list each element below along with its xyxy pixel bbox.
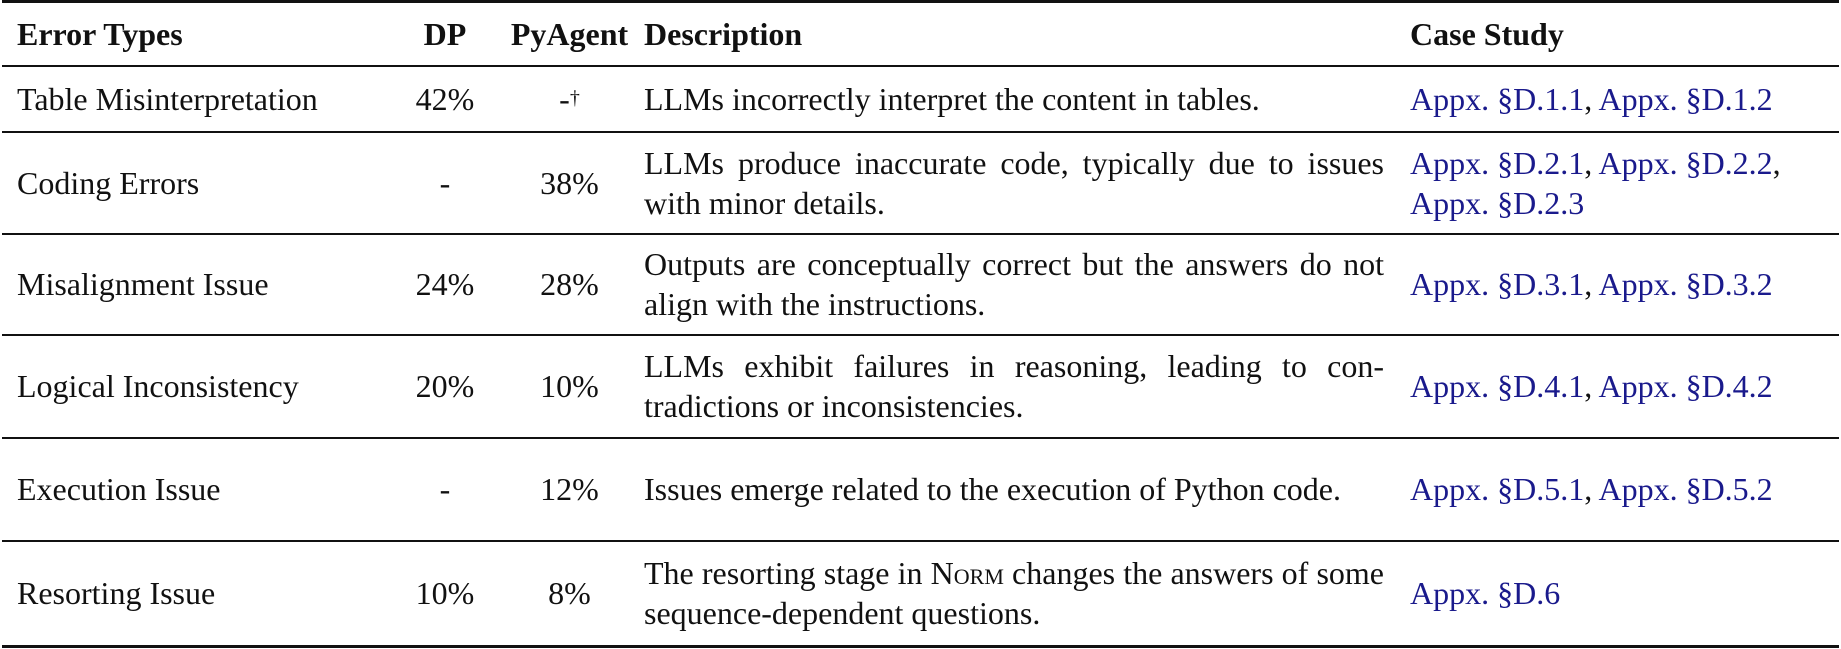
case-link[interactable]: Appx. §D.1.1 — [1410, 80, 1585, 117]
table-row — [2, 438, 1839, 541]
error-type-cell: Misalignment Issue — [17, 266, 269, 302]
error-type-cell: Logical Inconsistency — [17, 368, 299, 404]
case-study-cell — [1410, 541, 1839, 647]
case-link[interactable]: Appx. §D.4.1 — [1410, 368, 1585, 404]
pyagent-value: - — [559, 80, 570, 117]
case-separator: , — [1584, 266, 1599, 302]
table-row — [2, 66, 1839, 132]
description-text: LLMs exhibit failures in reasoning, leading to contradictions or inconsistencies. — [644, 348, 1384, 424]
error-analysis-table-wrapper — [2, 0, 1839, 648]
dp-cell: 20% — [415, 368, 475, 404]
dp-cell: 10% — [415, 575, 475, 612]
pyagent-cell: 38% — [540, 164, 599, 201]
case-link[interactable]: Appx. §D.1.2 — [1598, 80, 1773, 117]
case-separator: , — [1584, 144, 1599, 181]
description-text — [644, 553, 1384, 633]
description-text: Issues emerge related to the execution of Python code. — [644, 471, 1341, 507]
dp-cell: 42% — [415, 80, 475, 117]
header-row — [2, 2, 1839, 66]
description-part: changes the answers of some sequence-dependent questions. — [644, 555, 1385, 632]
case-link[interactable]: Appx. §D.5.1 — [1410, 471, 1585, 507]
dagger-footnote-mark: † — [569, 86, 580, 109]
header-description: Description — [644, 15, 803, 52]
case-link[interactable]: Appx. §D.2.2 — [1598, 144, 1773, 181]
case-link[interactable]: Appx. §D.5.2 — [1598, 471, 1773, 507]
case-separator: , — [1772, 144, 1781, 181]
description-cell — [642, 541, 1410, 647]
case-study-cell — [1410, 132, 1839, 234]
case-link[interactable]: Appx. §D.3.2 — [1598, 266, 1773, 302]
dp-cell: - — [439, 471, 451, 507]
norm-method-name: Norm — [930, 555, 1004, 592]
case-separator: , — [1584, 368, 1599, 404]
table-row — [2, 335, 1839, 438]
pyagent-cell: 12% — [540, 471, 599, 507]
description-cell — [642, 438, 1410, 541]
case-study-cell — [1410, 335, 1839, 438]
description-cell — [642, 234, 1410, 335]
pyagent-cell: 10% — [540, 368, 599, 404]
table-header — [2, 2, 1839, 66]
description-text: LLMs produce inaccurate code, typically due to issues with minor details. — [644, 144, 1384, 221]
description-cell — [642, 335, 1410, 438]
pyagent-cell: 8% — [548, 575, 591, 612]
description-text: LLMs incorrectly interpret the content in tables. — [644, 80, 1260, 117]
error-analysis-table — [2, 0, 1839, 648]
dp-cell: - — [439, 164, 451, 201]
description-cell — [642, 132, 1410, 234]
header-dp: DP — [423, 15, 467, 52]
pyagent-cell: 28% — [540, 266, 599, 302]
description-text: Outputs are conceptually correct but the answers do not align with the instructions. — [644, 246, 1384, 322]
case-study-cell — [1410, 66, 1839, 132]
header-error-types: Error Types — [17, 15, 183, 52]
case-study-cell — [1410, 438, 1839, 541]
error-type-cell: Table Misinterpretation — [17, 80, 318, 117]
case-link[interactable]: Appx. §D.2.3 — [1410, 184, 1585, 221]
case-link[interactable]: Appx. §D.2.1 — [1410, 144, 1585, 181]
header-pyagent: PyAgent — [510, 15, 629, 52]
header-case-study: Case Study — [1410, 15, 1564, 52]
table-row — [2, 541, 1839, 647]
description-part: The resorting stage in — [644, 555, 931, 592]
case-separator: , — [1584, 471, 1599, 507]
case-link[interactable]: Appx. §D.4.2 — [1598, 368, 1773, 404]
pyagent-cell — [497, 66, 642, 132]
case-link[interactable]: Appx. §D.3.1 — [1410, 266, 1585, 302]
case-separator: , — [1584, 80, 1599, 117]
table-row — [2, 234, 1839, 335]
description-cell — [642, 66, 1410, 132]
error-type-cell: Coding Errors — [17, 164, 200, 201]
case-link[interactable]: Appx. §D.6 — [1410, 575, 1561, 612]
dp-cell: 24% — [415, 266, 475, 302]
error-type-cell: Resorting Issue — [17, 575, 216, 612]
table-body — [2, 66, 1839, 647]
case-study-cell — [1410, 234, 1839, 335]
table-row — [2, 132, 1839, 234]
error-type-cell: Execution Issue — [17, 471, 221, 507]
